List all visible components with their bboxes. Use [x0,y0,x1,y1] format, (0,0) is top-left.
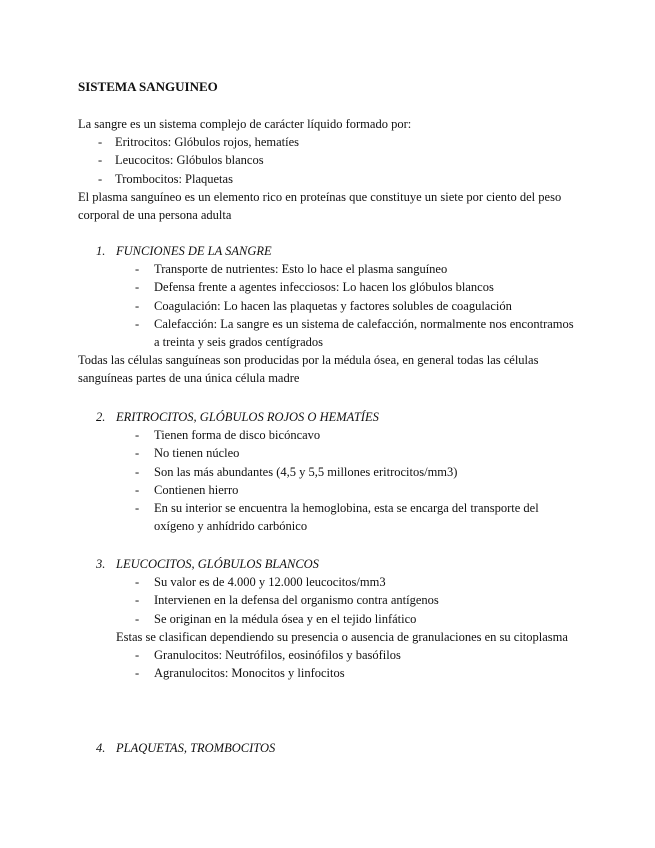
list-item: - Coagulación: Lo hacen las plaquetas y factores solubles de coagulación [135,298,512,313]
leukocyte-types-list [78,646,578,682]
list-item: - Defensa frente a agentes infecciosos: Lo hacen los glóbulos blancos [135,280,494,295]
list-item: - Leucocitos: Glóbulos blancos [98,153,264,168]
list-item: - No tienen núcleo [135,446,240,461]
classification-paragraph: Estas se clasifican dependiendo su presencia o ausencia de granulaciones en su citoplasma [116,629,568,644]
list-item: - Son las más abundantes (4,5 y 5,5 millones eritrocitos/mm3) [135,464,458,479]
section-heading: 1. FUNCIONES DE LA SANGRE [96,244,272,258]
list-item: - En su interior se encuentra la hemoglobina, esta se encarga del transporte del oxígeno y anhídrido carbónico [135,501,539,534]
leukocytes-list [78,573,578,628]
section-leukocytes [78,555,578,682]
functions-list [78,260,578,351]
list-item: - Tienen forma de disco bicóncavo [135,428,321,443]
plasma-paragraph: El plasma sanguíneo es un elemento rico en proteínas que constituye un siete por ciento del peso corporal de una persona adulta [78,189,562,223]
section-heading: 2. ERITROCITOS, GLÓBULOS ROJOS O HEMATÍES [96,410,379,424]
intro-list [78,133,578,188]
erythrocytes-list [78,426,578,535]
list-item: - Calefacción: La sangre es un sistema de calefacción, normalmente nos encontramos a treinta y seis grados centígrados [135,316,574,350]
list-item: - Intervienen en la defensa del organismo contra antígenos [135,593,439,608]
page-title: SISTEMA SANGUINEO [78,79,218,94]
cells-paragraph: Todas las células sanguíneas son producidas por la médula ósea, en general todas las células sanguíneas partes de una única célula madre [78,353,539,386]
list-item: - Contienen hierro [135,482,239,497]
section-erythrocytes [78,408,578,535]
list-item: - Granulocitos: Neutrófilos, eosinófilos y basófilos [135,648,401,663]
section-heading: 3. LEUCOCITOS, GLÓBULOS BLANCOS [96,557,319,571]
list-item: - Transporte de nutrientes: Esto lo hace el plasma sanguíneo [135,262,448,277]
intro-block [78,115,578,224]
intro-text: La sangre es un sistema complejo de carácter líquido formado por: [78,117,412,131]
list-item: - Se originan en la médula ósea y en el tejido linfático [135,611,417,626]
list-item: - Eritrocitos: Glóbulos rojos, hematíes [98,135,300,150]
section-heading: 4. PLAQUETAS, TROMBOCITOS [96,741,276,755]
list-item: - Trombocitos: Plaquetas [98,171,233,186]
list-item: - Su valor es de 4.000 y 12.000 leucocitos/mm3 [135,575,386,590]
section-functions [78,242,578,388]
section-platelets [78,739,578,757]
list-item: - Agranulocitos: Monocitos y linfocitos [135,666,345,681]
